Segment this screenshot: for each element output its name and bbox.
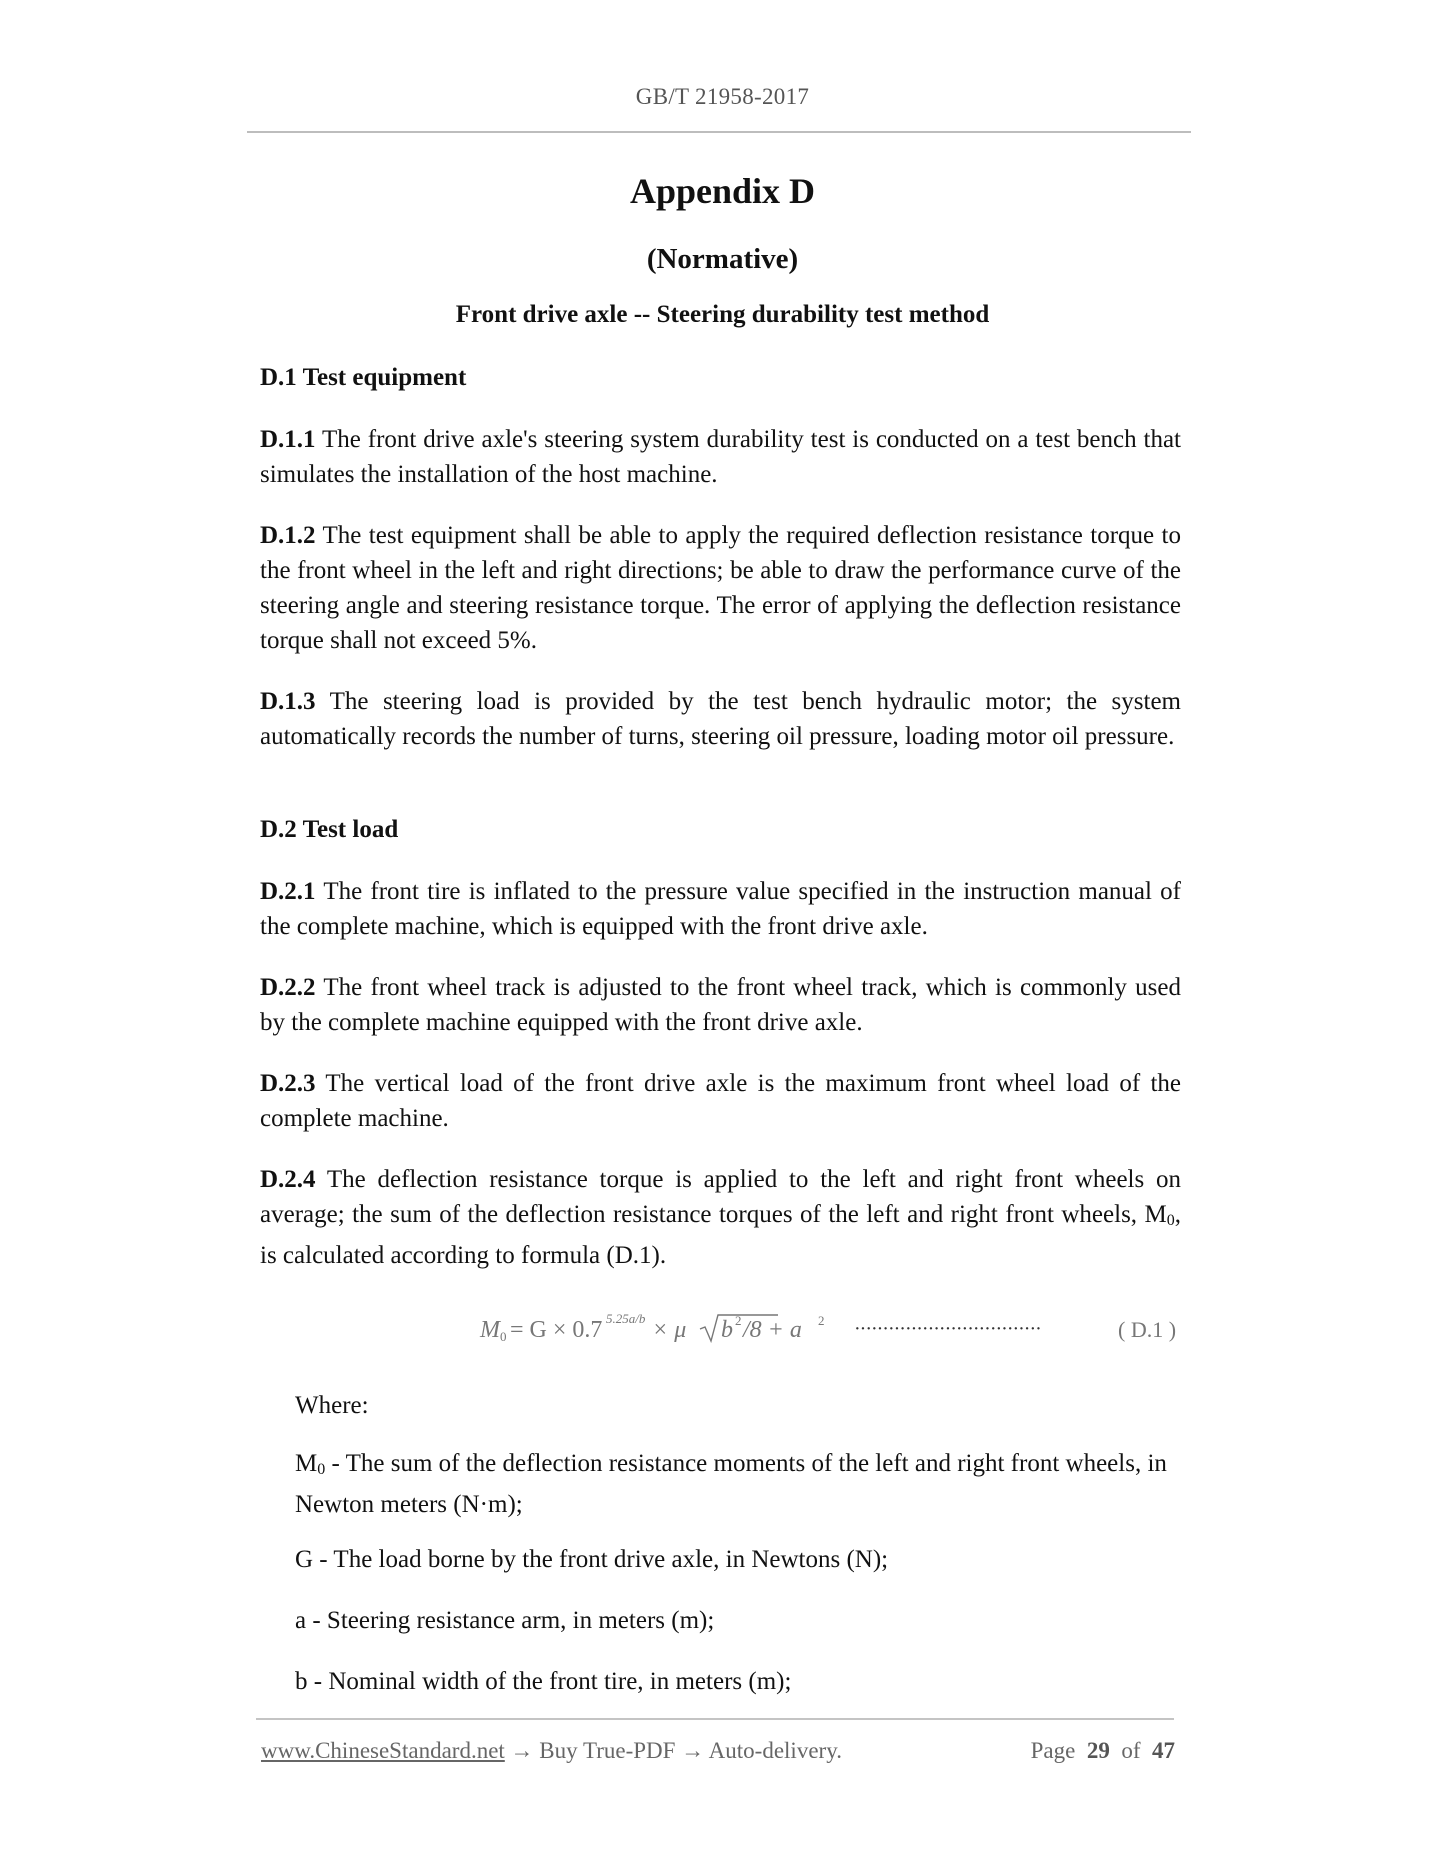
formula-leader-dots: ·································: [854, 1318, 1041, 1340]
paragraph-d-2-4: [260, 1162, 1181, 1273]
formula-d1: [478, 1303, 1188, 1347]
paragraph-d-2-2: [260, 970, 1181, 1040]
formula-radicand-b-pow: 2: [735, 1313, 742, 1328]
page-total: 47: [1152, 1738, 1175, 1763]
definition-symbol: M: [295, 1450, 318, 1477]
subscript-zero: 0: [1166, 1212, 1175, 1229]
clause-text: The test equipment shall be able to apply the required deflection resistance torque to the front wheel in the left and right directions; be able to draw the performance curve of the steering angle and steering resistance torque. The error of applying the deflection resistance torque shall not exceed 5%.: [260, 522, 1181, 654]
clause-number: D.2.3: [260, 1070, 316, 1097]
formula-exponent: 5.25a/b: [606, 1311, 646, 1326]
site-link[interactable]: www.ChineseStandard.net: [261, 1738, 505, 1763]
subscript-zero: 0: [317, 1461, 326, 1478]
section-heading-d2: D.2 Test load: [260, 816, 399, 843]
clause-text: The front tire is inflated to the pressure value specified in the instruction manual of the complete machine, which is equipped with the front drive axle.: [260, 878, 1181, 940]
page-indicator: [1031, 1738, 1175, 1764]
formula-M: M: [480, 1317, 500, 1343]
definition-m0: [295, 1446, 1181, 1522]
clause-text-before: The deflection resistance torque is applied to the left and right front wheels on average; the sum of the deflection resistance torques of the left and right front wheels, M: [260, 1166, 1181, 1228]
arrow-icon: →: [504, 1738, 540, 1763]
definition-a: a - Steering resistance arm, in meters (m);: [295, 1607, 715, 1634]
clause-text-after: , is calculated according to formula (D.1).: [260, 1201, 1181, 1269]
header-doc-id: GB/T 21958-2017: [635, 84, 810, 109]
formula-radicand-mid: /8 + a: [743, 1317, 802, 1343]
section-heading-d1: D.1 Test equipment: [260, 364, 467, 391]
clause-text: The front wheel track is adjusted to the front wheel track, which is commonly used by the complete machine equipped with the front drive axle.: [260, 974, 1181, 1036]
where-label: Where:: [295, 1392, 369, 1419]
clause-text: The steering load is provided by the test bench hydraulic motor; the system automatically records the number of turns, steering oil pressure, loading motor oil pressure.: [260, 688, 1181, 750]
definition-g: G - The load borne by the front drive axle, in Newtons (N);: [295, 1546, 889, 1573]
formula-M-sub: 0: [500, 1329, 507, 1344]
paragraph-d-1-3: [260, 684, 1181, 754]
formula-rhs-a: = G × 0.7: [510, 1317, 603, 1343]
clause-text: The front drive axle's steering system durability test is conducted on a test bench that simulates the installation of the host machine.: [260, 426, 1181, 488]
footer-rule: [256, 1718, 1174, 1720]
auto-delivery-text: Auto-delivery.: [708, 1738, 842, 1763]
paragraph-d-2-1: [260, 874, 1181, 944]
paragraph-d-2-3: [260, 1066, 1181, 1136]
normative-label: (Normative): [646, 243, 799, 275]
paragraph-d-1-2: [260, 518, 1181, 658]
appendix-subtitle: Front drive axle -- Steering durability test method: [455, 301, 990, 328]
footer-links: [261, 1738, 842, 1764]
paragraph-d-1-1: [260, 422, 1181, 492]
clause-number: D.2.2: [260, 974, 316, 1001]
page-number: 29: [1086, 1738, 1110, 1763]
clause-number: D.2.4: [260, 1166, 316, 1193]
clause-number: D.2.1: [260, 878, 316, 905]
clause-number: D.1.1: [260, 426, 316, 453]
header-rule: [247, 131, 1191, 133]
of-word: of: [1121, 1738, 1141, 1763]
clause-text: The vertical load of the front drive axle is the maximum front wheel load of the complete machine.: [260, 1070, 1181, 1132]
clause-number: D.1.2: [260, 522, 316, 549]
definition-text: - The sum of the deflection resistance moments of the left and right front wheels, in Newton meters (N·m);: [295, 1450, 1167, 1518]
page-word: Page: [1030, 1738, 1076, 1763]
formula-radicand-a-pow: 2: [818, 1313, 825, 1328]
arrow-icon: →: [675, 1738, 709, 1763]
definition-b: b - Nominal width of the front tire, in meters (m);: [295, 1668, 792, 1695]
formula-rhs-b: × μ: [652, 1317, 687, 1343]
appendix-title: Appendix D: [629, 171, 816, 211]
formula-radicand-b: b: [721, 1317, 733, 1343]
formula-label: ( D.1 ): [1118, 1317, 1177, 1342]
clause-number: D.1.3: [260, 688, 316, 715]
buy-pdf-text: Buy True-PDF: [539, 1738, 676, 1763]
